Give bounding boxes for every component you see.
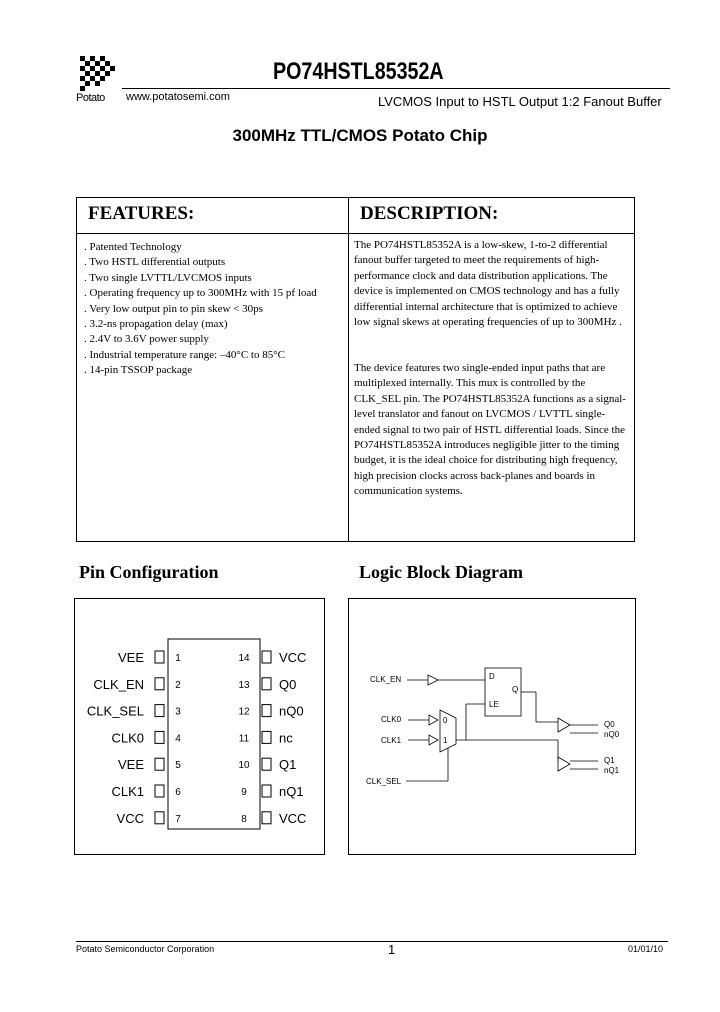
clk0-buffer xyxy=(429,715,438,725)
clk1-buffer xyxy=(429,735,438,745)
left-pin-pad xyxy=(155,705,164,717)
left-pin-number: 1 xyxy=(175,653,181,664)
footer-rule xyxy=(76,941,668,942)
description-paragraph-2: The device features two single-ended input paths that are multiplexed internally. This mux is controlled by the CLK_SEL pin. The PO74HSTL85352A functions as a signal-level translator and fanout on LVCMOS / LVTTL single-ended signal to two pair of HSTL differential loads. Since the PO74HSTL85352A introduces negligible jitter to the timing budget, it is the ideal choice for distributing high frequency, high precision clocks across back-planes and boards in communication systems. xyxy=(354,362,626,498)
mux-1-label: 1 xyxy=(443,736,448,745)
left-pin-name: VCC xyxy=(116,810,144,826)
right-pin-number: 14 xyxy=(238,653,250,664)
right-pin-pad xyxy=(262,678,271,690)
left-pin-name: VEE xyxy=(117,757,144,773)
latch-q-label: Q xyxy=(512,685,519,694)
latch-d-label: D xyxy=(489,672,495,681)
left-pin-pad xyxy=(155,678,164,690)
right-pin-pad xyxy=(262,705,271,717)
right-pin-name: VCC xyxy=(279,810,307,826)
features-list xyxy=(84,240,346,379)
feature-item: . Operating frequency up to 300MHz with 15 pf load xyxy=(84,287,317,300)
nq1-label: nQ1 xyxy=(604,766,620,775)
left-pin-number: 5 xyxy=(175,760,181,772)
right-pin-name: nc xyxy=(279,730,293,746)
right-pin-pad xyxy=(262,758,271,770)
clk-en-label: CLK_EN xyxy=(370,675,402,684)
clk0-label: CLK0 xyxy=(381,715,402,724)
right-pin-pad xyxy=(262,812,271,824)
left-pin-name: CLK0 xyxy=(111,730,144,746)
feature-item: . 3.2-ns propagation delay (max) xyxy=(84,318,228,331)
left-pin-number: 2 xyxy=(175,679,181,691)
features-title: FEATURES: xyxy=(88,203,195,224)
feature-item: . Industrial temperature range: –40°C to 85°C xyxy=(84,348,285,361)
feature-item: . Two single LVTTL/LVCMOS inputs xyxy=(84,271,252,284)
potato-logo-icon xyxy=(78,54,118,94)
logic-block-diagram xyxy=(348,598,636,855)
right-pin-number: 13 xyxy=(238,679,250,691)
left-pin-pad xyxy=(155,758,164,770)
pin-configuration-title: Pin Configuration xyxy=(79,562,219,582)
q0-label: Q0 xyxy=(604,720,615,729)
tagline: 300MHz TTL/CMOS Potato Chip xyxy=(232,126,488,145)
feature-item: . Very low output pin to pin skew < 30ps xyxy=(84,302,263,315)
logo-text: Potato xyxy=(76,92,105,104)
left-pin-number: 6 xyxy=(175,787,181,798)
right-pin-pad xyxy=(262,731,271,743)
right-pin-pad xyxy=(262,651,271,663)
left-pin-name: CLK1 xyxy=(111,784,144,799)
nq0-label: nQ0 xyxy=(604,730,620,739)
feature-item: . Patented Technology xyxy=(84,241,182,253)
left-pin-name: CLK_SEL xyxy=(86,703,144,719)
left-pin-number: 7 xyxy=(175,813,181,825)
footer-date: 01/01/10 xyxy=(628,944,664,954)
right-pin-number: 8 xyxy=(241,813,247,825)
q1-label: Q1 xyxy=(604,756,615,765)
left-pin-name: CLK_EN xyxy=(93,676,144,692)
left-pin-pad xyxy=(155,785,164,797)
latch-le-label: LE xyxy=(489,700,499,709)
left-pin-pad xyxy=(155,812,164,824)
right-pin-number: 9 xyxy=(241,787,247,798)
part-number: PO74HSTL85352A xyxy=(273,58,444,85)
website-link[interactable]: www.potatosemi.com xyxy=(126,91,230,103)
right-pin-name: Q0 xyxy=(279,676,297,692)
right-pin-number: 12 xyxy=(238,706,250,718)
page-number: 1 xyxy=(388,942,396,957)
right-pin-name: Q1 xyxy=(279,757,297,773)
feature-item: . 2.4V to 3.6V power supply xyxy=(84,333,209,346)
clk-en-buffer xyxy=(428,675,438,685)
description-paragraph-1: The PO74HSTL85352A is a low-skew, 1-to-2 differential fanout buffer targeted to meet the requirements of high-performance clock and data distribution applications. The device is implemented on CMOS technology and has a fully differential internal architecture that is optimized to achieve low signal skews at operating frequencies of up to 300MHz . xyxy=(354,239,622,329)
right-pin-name: VCC xyxy=(279,650,307,665)
left-pin-pad xyxy=(155,731,164,743)
right-pin-number: 10 xyxy=(238,760,250,772)
mux-0-label: 0 xyxy=(443,716,448,725)
feature-item: . Two HSTL differential outputs xyxy=(84,256,226,269)
right-pin-name: nQ0 xyxy=(279,703,304,719)
q1-output-buffer xyxy=(558,757,570,771)
left-pin-pad xyxy=(155,651,164,663)
pin-configuration-diagram xyxy=(74,598,325,855)
q0-output-buffer xyxy=(558,718,570,732)
header-rule xyxy=(122,88,670,89)
box-divider-horizontal xyxy=(76,233,635,234)
footer-company: Potato Semiconductor Corporation xyxy=(76,944,215,954)
feature-item: . 14-pin TSSOP package xyxy=(84,364,193,377)
clk-sel-label: CLK_SEL xyxy=(366,777,402,786)
right-pin-name: nQ1 xyxy=(279,784,304,799)
left-pin-number: 4 xyxy=(175,733,181,745)
logic-block-diagram-title: Logic Block Diagram xyxy=(359,562,523,582)
box-divider-vertical xyxy=(348,197,349,542)
subtitle: LVCMOS Input to HSTL Output 1:2 Fanout Buffer xyxy=(378,94,662,109)
right-pin-pad xyxy=(262,785,271,797)
left-pin-number: 3 xyxy=(175,706,181,718)
left-pin-name: VEE xyxy=(117,650,144,665)
clk1-label: CLK1 xyxy=(381,736,402,745)
right-pin-number: 11 xyxy=(238,733,250,745)
description-title: DESCRIPTION: xyxy=(360,203,499,224)
